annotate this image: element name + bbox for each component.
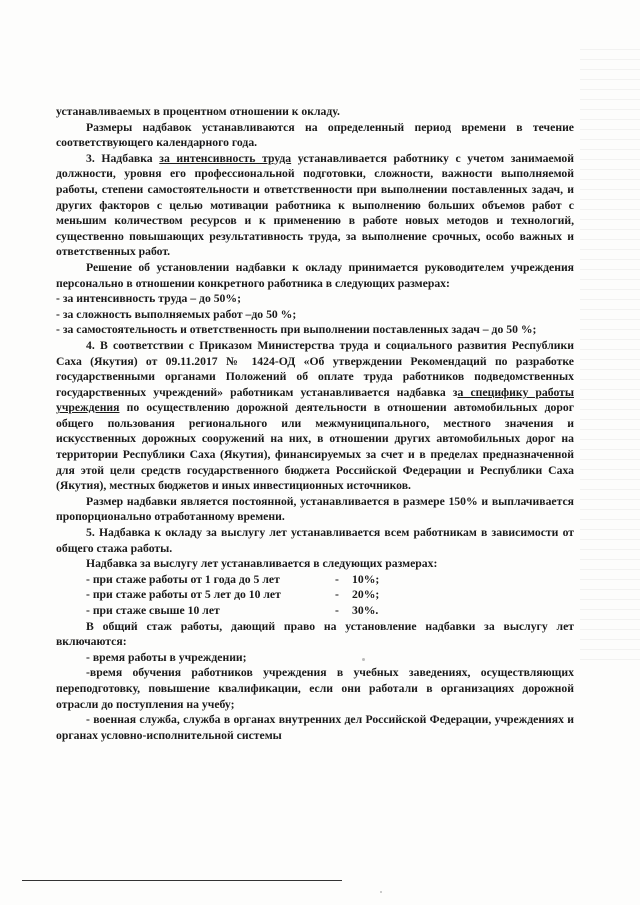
seniority-row bbox=[56, 587, 574, 603]
item-5: 5. Надбавка к окладу за выслугу лет устанавливается всем работникам в зависимости от общего стажа работы. bbox=[56, 526, 574, 555]
item-4-prefix: 4. В соответствии с Приказом Министерства труда и социального развития Республики Саха (Якутия) от 09.11.2017 № 1424-ОД «Об утверждении Рекомендаций по разработке государственными органами Положений об оплате труда работников подведомственных государственных учреждений» работникам устанавливается надбавка з bbox=[56, 338, 574, 399]
list-item-intensity: - за интенсивность труда – до 50%; bbox=[56, 292, 241, 306]
item-4-rest: по осуществлению дорожной деятельности в отношении автомобильных дорог общего пользования регионального или межмуниципального, местного значения и искусственных дорожных сооружений на них, в отношении других автомобильных дорог на территории Республики Саха (Якутия), финансируемых за счет и в пределах предназначенной для этой цели средств государственного бюджета Российской Федерации и Республики Саха (Якутия), местных бюджетов и иных инвестиционных источников. bbox=[56, 401, 574, 493]
item-4 bbox=[56, 338, 574, 494]
item-3-underlined: за интенсивность труда bbox=[159, 151, 292, 165]
seniority-row-label: - при стаже свыше 10 лет bbox=[86, 604, 220, 617]
list-item-complexity: - за сложность выполняемых работ –до 50 %; bbox=[56, 307, 297, 321]
list-item-responsibility: - за самостоятельность и ответственность при выполнении поставленных задач – до 50 %; bbox=[56, 323, 537, 337]
seniority-row-label: - при стаже работы от 5 лет до 10 лет bbox=[86, 588, 281, 602]
inclusion-military: - военная служба, служба в органах внутренних дел Российской Федерации, учреждениях и органах условно-исполнительной системы bbox=[56, 713, 574, 742]
item-4-underlined: а специфику работы учреждения bbox=[56, 385, 574, 415]
general-stage: В общий стаж работы, дающий право на установление надбавки за выслугу лет включаются: bbox=[56, 619, 574, 649]
para-intro: устанавливаемых в процентном отношении к окладу. bbox=[56, 105, 340, 118]
seniority-row-value: 10%; bbox=[352, 572, 380, 586]
seniority-row-dash: - bbox=[335, 588, 339, 602]
item-3 bbox=[56, 151, 574, 260]
seniority-row-value: 20%; bbox=[352, 588, 380, 602]
inclusion-work-time: - время работы в учреждении; bbox=[86, 650, 247, 664]
scan-speck bbox=[362, 658, 365, 661]
para-sizes: Размеры надбавок устанавливаются на определенный период времени в течение соответствующего календарного года. bbox=[56, 120, 574, 150]
item-3-rest: устанавливается работнику с учетом занимаемой должности, уровня его профессиональной подготовки, сложности, важности выполняемой работы, степени самостоятельности и ответственности при выполнении поставленных задач, и других факторов с целью мотивации работника к выполнению больших объемов работ с меньшим количеством ресурсов и к применению в работе новых методов и технологий, существенно повышающих результативность труда, за выполнение срочных, особо важных и ответственных работ. bbox=[56, 151, 575, 259]
item-3-prefix: 3. Надбавка bbox=[86, 151, 160, 165]
seniority-row bbox=[56, 572, 574, 588]
seniority-row-dash: - bbox=[335, 604, 339, 617]
document-body bbox=[56, 104, 574, 743]
seniority-intro: Надбавка за выслугу лет устанавливается в следующих размерах: bbox=[86, 557, 438, 571]
footnote-divider bbox=[22, 880, 342, 881]
seniority-row-value: 30%. bbox=[352, 604, 379, 617]
allowance-size: Размер надбавки является постоянной, устанавливается в размере 150% и выплачивается пропорционально отработанному времени. bbox=[56, 494, 574, 524]
inclusion-study-time: -время обучения работников учреждения в учебных заведениях, осуществляющих переподготовку, повышение квалификации, если они работали в организациях дорожной отрасли до поступления на учебу; bbox=[56, 666, 574, 711]
seniority-row-label: - при стаже работы от 1 года до 5 лет bbox=[86, 572, 280, 586]
scan-edge-noise bbox=[580, 40, 640, 660]
decision-paragraph: Решение об установлении надбавки к окладу принимается руководителем учреждения персонально в отношении конкретного работника в следующих размерах: bbox=[56, 260, 574, 290]
seniority-row-dash: - bbox=[335, 572, 339, 586]
scan-speck bbox=[380, 891, 382, 893]
seniority-row bbox=[56, 603, 574, 619]
